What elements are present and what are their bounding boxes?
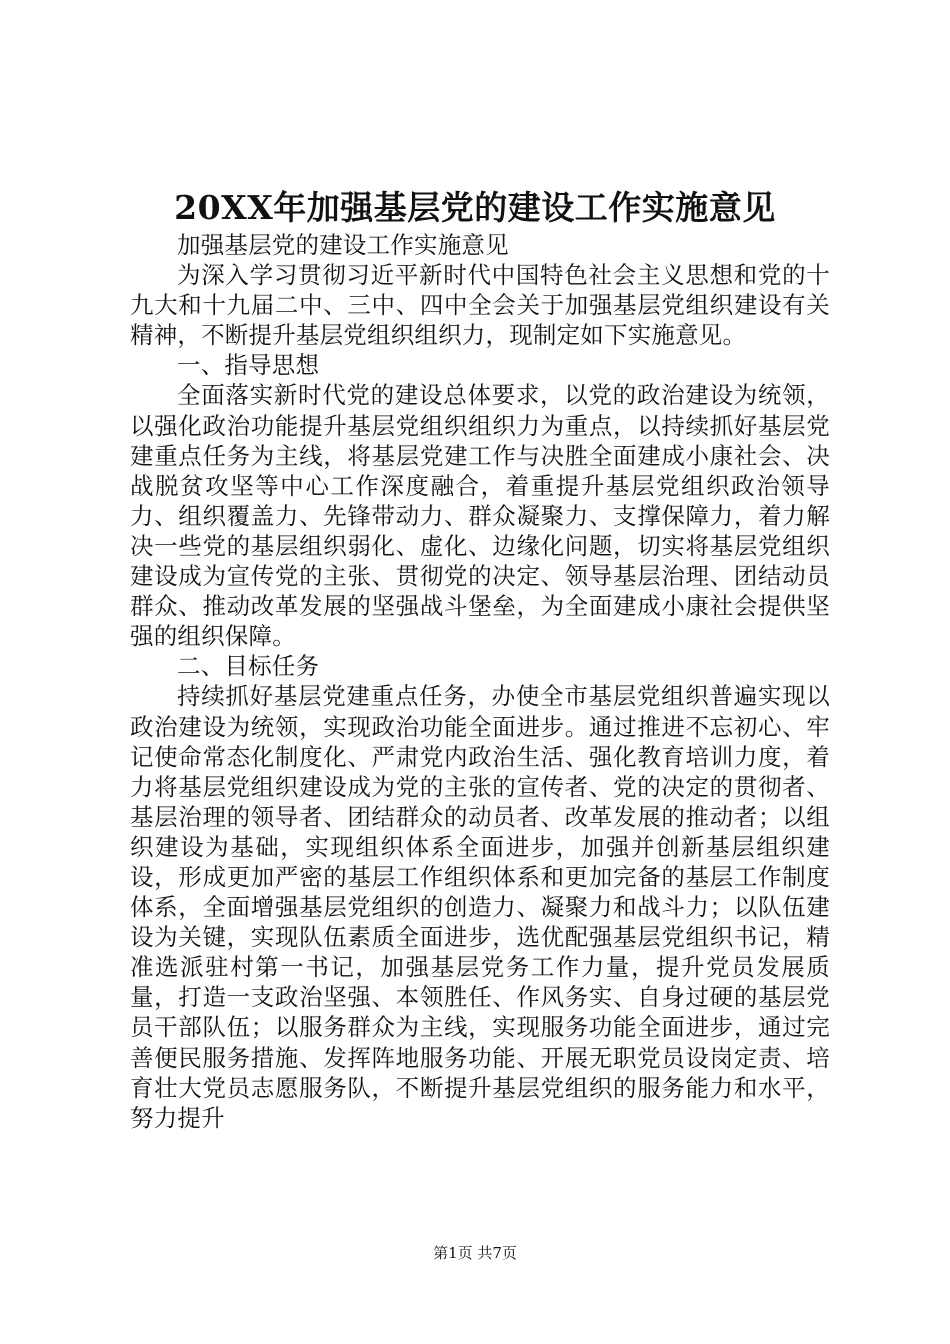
intro-paragraph: 为深入学习贯彻习近平新时代中国特色社会主义思想和党的十九大和十九届二中、三中、四中全会关于加强基层党组织建设有关精神，不断提升基层党组织组织力，现制定如下实施意见。: [130, 261, 830, 350]
document-title: 20XX年加强基层党的建设工作实施意见: [174, 188, 776, 227]
section-body-guiding-ideology: 全面落实新时代党的建设总体要求，以党的政治建设为统领，以强化政治功能提升基层党组织组织力为重点，以持续抓好基层党建重点任务为主线，将基层党建工作与决胜全面建成小康社会、决战脱贫攻坚等中心工作深度融合，着重提升基层党组织政治领导力、组织覆盖力、先锋带动力、群众凝聚力、支撑保障力，着力解决一些党的基层组织弱化、虚化、边缘化问题，切实将基层党组织建设成为宣传党的主张、贯彻党的决定、领导基层治理、团结动员群众、推动改革发展的坚强战斗堡垒，为全面建成小康社会提供坚强的组织保障。: [130, 381, 830, 651]
section-heading-goals-tasks: 二、目标任务: [177, 652, 320, 681]
page-number-footer: 第1页 共7页: [433, 1244, 517, 1262]
section-heading-guiding-ideology: 一、指导思想: [177, 351, 320, 380]
document-body: [130, 230, 830, 1133]
section-body-goals-tasks: 持续抓好基层党建重点任务，办使全市基层党组织普遍实现以政治建设为统领，实现政治功能全面进步。通过推进不忘初心、牢记使命常态化制度化、严肃党内政治生活、强化教育培训力度，着力将基层党组织建设成为党的主张的宣传者、党的决定的贯彻者、基层治理的领导者、团结群众的动员者、改革发展的推动者；以组织建设为基础，实现组织体系全面进步，加强并创新基层组织建设，形成更加严密的基层工作组织体系和更加完备的基层工作制度体系，全面增强基层党组织的创造力、凝聚力和战斗力；以队伍建设为关键，实现队伍素质全面进步，选优配强基层党组织书记，精准选派驻村第一书记，加强基层党务工作力量，提升党员发展质量，打造一支政治坚强、本领胜任、作风务实、自身过硬的基层党员干部队伍；以服务群众为主线，实现服务功能全面进步，通过完善便民服务措施、发挥阵地服务功能、开展无职党员设岗定责、培育壮大党员志愿服务队，不断提升基层党组织的服务能力和水平，努力提升: [130, 682, 830, 1132]
document-subtitle: 加强基层党的建设工作实施意见: [177, 231, 509, 259]
